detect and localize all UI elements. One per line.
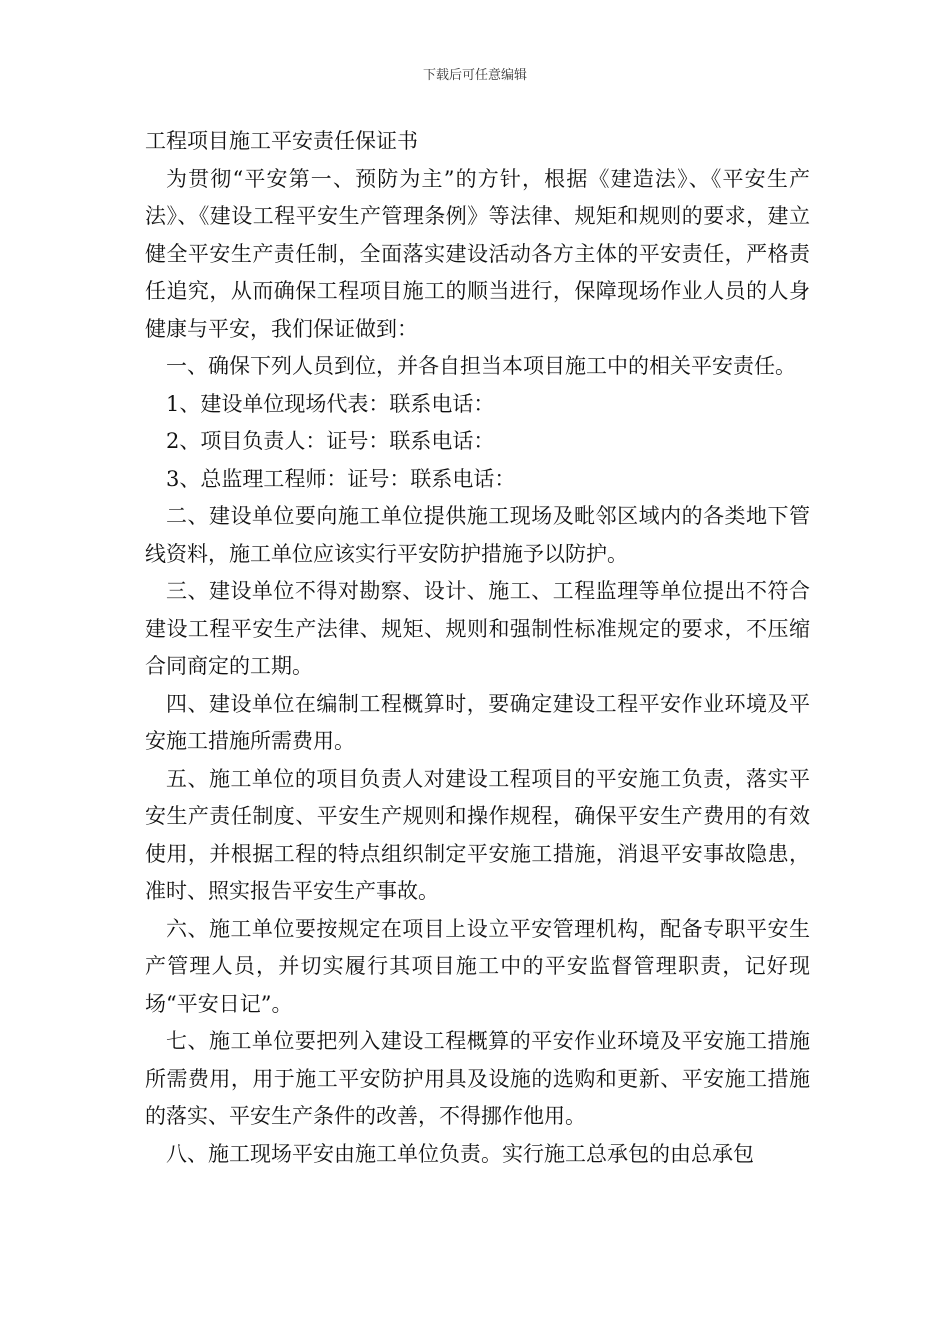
paragraph-clause-7: 七、施工单位要把列入建设工程概算的平安作业环境及平安施工措施所需费用，用于施工平安防护用具及设施的选购和更新、平安施工措施的落实、平安生产条件的改善，不得挪作他用。 xyxy=(145,1029,810,1128)
paragraph-clause-2: 二、建设单位要向施工单位提供施工现场及毗邻区域内的各类地下管线资料，施工单位应该实行平安防护措施予以防护。 xyxy=(145,504,810,566)
paragraph-clause-8: 八、施工现场平安由施工单位负责。实行施工总承包的由总承包 xyxy=(166,1141,754,1166)
list-item-site-representative: 1、建设单位现场代表：联系电话： xyxy=(166,391,495,416)
list-item-chief-supervisor: 3、总监理工程师：证号：联系电话： xyxy=(166,466,516,491)
paragraph-clause-5: 五、施工单位的项目负责人对建设工程项目的平安施工负责，落实平安生产责任制度、平安生产规则和操作规程，确保平安生产费用的有效使用，并根据工程的特点组织制定平安施工措施，消退平安事故隐患，准时、照实报告平安生产事故。 xyxy=(145,766,810,903)
paragraph-intro: 为贯彻“平安第一、预防为主”的方针，根据《建造法》、《平安生产法》、《建设工程平安生产管理条例》等法律、规矩和规则的要求，建立健全平安生产责任制，全面落实建设活动各方主体的平安责任，严格责任追究，从而确保工程项目施工的顺当进行，保障现场作业人员的人身健康与平安，我们保证做到： xyxy=(145,166,810,341)
document-title: 工程项目施工平安责任保证书 xyxy=(145,129,418,153)
paragraph-clause-3: 三、建设单位不得对勘察、设计、施工、工程监理等单位提出不符合建设工程平安生产法律、规矩、规则和强制性标准规定的要求，不压缩合同商定的工期。 xyxy=(145,579,810,678)
paragraph-clause-4: 四、建设单位在编制工程概算时，要确定建设工程平安作业环境及平安施工措施所需费用。 xyxy=(145,691,810,753)
document-body xyxy=(145,123,810,1173)
list-item-project-manager: 2、项目负责人：证号：联系电话： xyxy=(166,429,495,453)
paragraph-clause-6: 六、施工单位要按规定在项目上设立平安管理机构，配备专职平安生产管理人员，并切实履行其项目施工中的平安监督管理职责，记好现场“平安日记”。 xyxy=(145,916,810,1016)
paragraph-clause-1: 一、确保下列人员到位，并各自担当本项目施工中的相关平安责任。 xyxy=(166,354,796,378)
page-header-note: 下载后可任意编辑 xyxy=(422,68,527,83)
